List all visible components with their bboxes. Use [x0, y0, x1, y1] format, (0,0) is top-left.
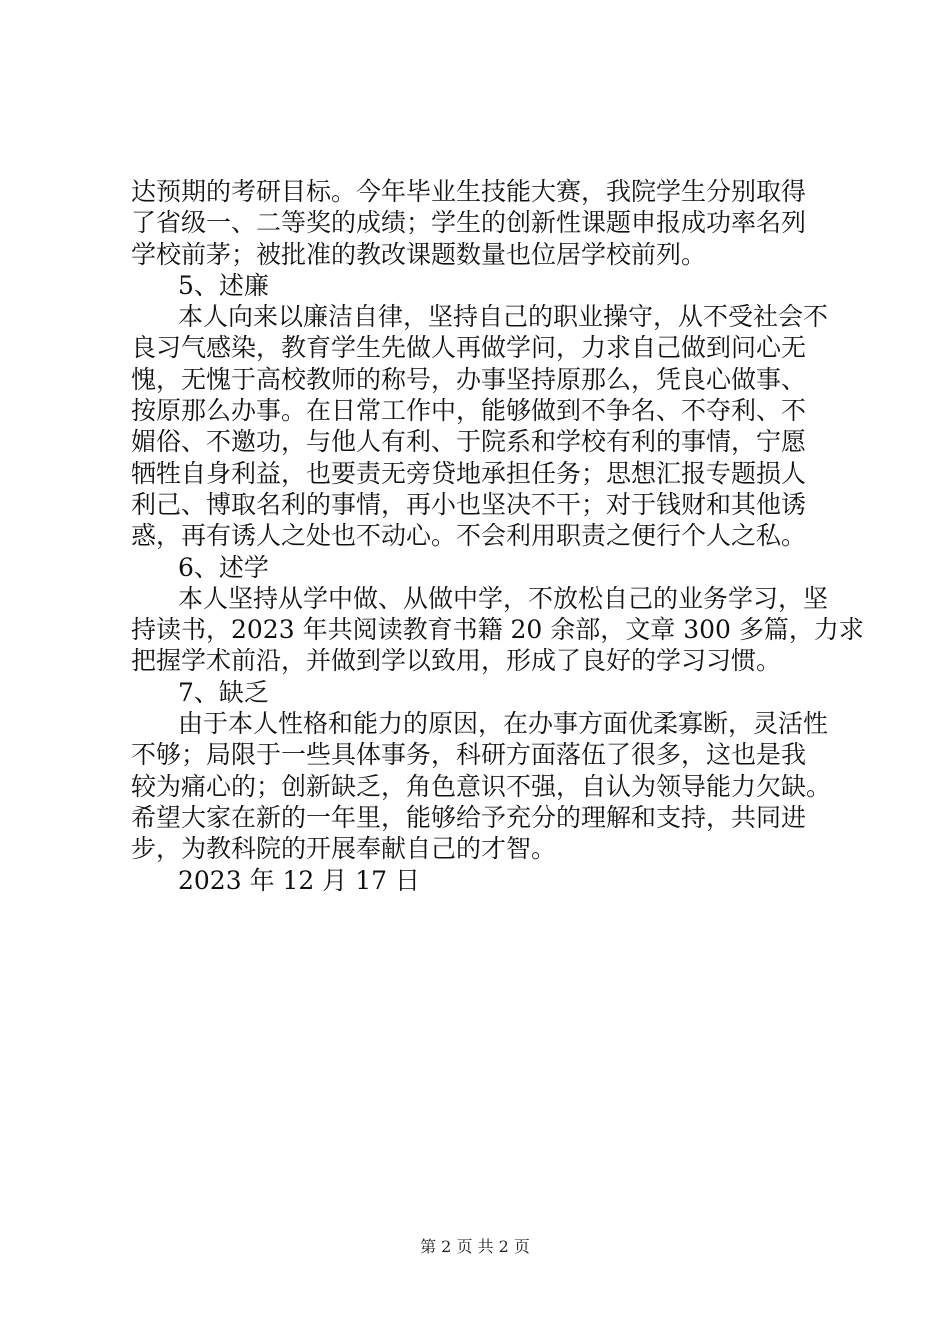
- text-line: 愧，无愧于高校教师的称号，办事坚持原那么，凭良心做事、: [131, 364, 807, 394]
- text-line: 媚俗、不邀功，与他人有利、于院系和学校有利的事情，宁愿: [131, 427, 807, 457]
- text-line: 惑，再有诱人之处也不动心。不会利用职责之便行个人之私。: [131, 521, 807, 551]
- text-line: 6、述学: [178, 552, 269, 582]
- text-line: 把握学术前沿，并做到学以致用，形成了良好的学习习惯。: [131, 646, 782, 676]
- text-line: 由于本人性格和能力的原因，在办事方面优柔寡断，灵活性: [178, 709, 829, 739]
- text-line: 步，为教科院的开展奉献自己的才智。: [131, 834, 557, 864]
- text-line: 按原那么办事。在日常工作中，能够做到不争名、不夺利、不: [131, 396, 807, 426]
- text-line: 较为痛心的；创新缺乏，角色意识不强，自认为领导能力欠缺。: [131, 771, 832, 801]
- text-line: 2023 年 12 月 17 日: [178, 865, 420, 895]
- text-line: 本人向来以廉洁自律，坚持自己的职业操守，从不受社会不: [178, 302, 829, 332]
- text-line: 不够；局限于一些具体事务，科研方面落伍了很多，这也是我: [131, 740, 807, 770]
- text-line: 持读书，2023 年共阅读教育书籍 20 余部，文章 300 多篇，力求: [131, 615, 864, 645]
- page-footer: 第 2 页 共 2 页: [420, 1237, 530, 1256]
- text-line: 良习气感染，教育学生先做人再做学问，力求自己做到问心无: [131, 333, 807, 363]
- document-body: [131, 176, 864, 896]
- text-line: 7、缺乏: [178, 677, 269, 707]
- text-line: 利己、博取名利的事情，再小也坚决不干；对于钱财和其他诱: [131, 489, 807, 519]
- text-line: 达预期的考研目标。今年毕业生技能大赛，我院学生分别取得: [131, 177, 807, 206]
- text-line: 学校前茅；被批准的教改课题数量也位居学校前列。: [131, 239, 707, 269]
- text-line: 本人坚持从学中做、从做中学，不放松自己的业务学习，坚: [178, 583, 829, 613]
- text-line: 牺牲自身利益，也要责无旁贷地承担任务；思想汇报专题损人: [131, 458, 807, 488]
- text-line: 5、述廉: [178, 270, 269, 300]
- text-line: 希望大家在新的一年里，能够给予充分的理解和支持，共同进: [131, 802, 807, 832]
- text-line: 了省级一、二等奖的成绩；学生的创新性课题申报成功率名列: [131, 208, 807, 238]
